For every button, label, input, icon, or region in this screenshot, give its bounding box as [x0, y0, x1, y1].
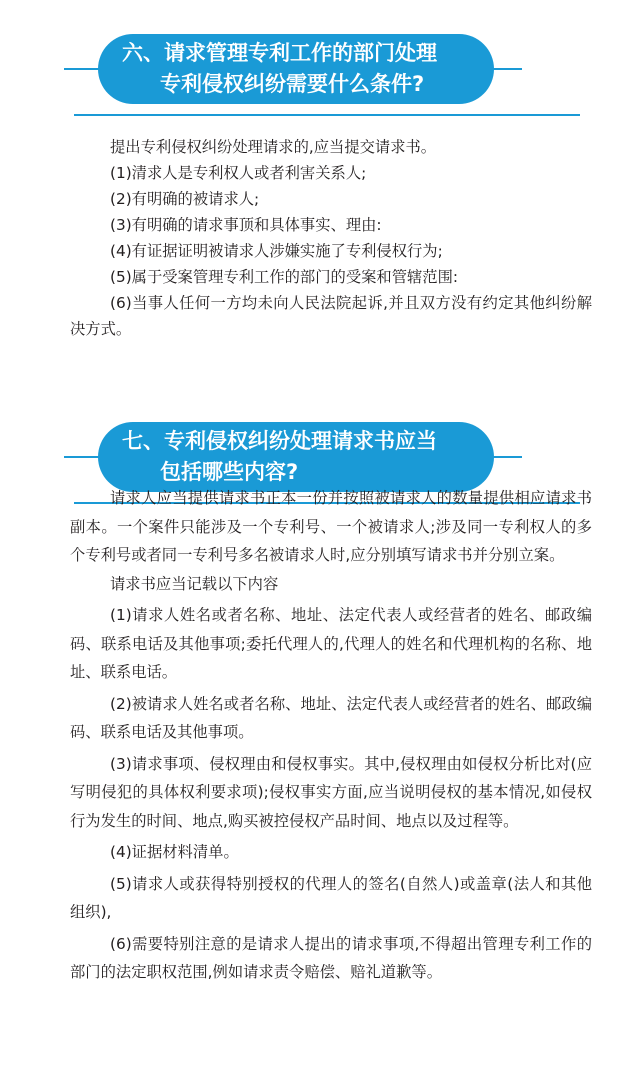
list-item: (1)清求人是专利权人或者利害关系人;: [110, 164, 367, 182]
paragraph: 请求书应当记载以下内容: [110, 574, 279, 593]
list-item: (4)有证据证明被请求人涉嫌实施了专利侵权行为;: [110, 242, 443, 260]
paragraph: 提出专利侵权纠纷处理请求的,应当提交请求书。: [110, 138, 437, 156]
list-item: (6)当事人任何一方均未向人民法院起诉,并且双方没有约定其他纠纷解决方式。: [70, 294, 592, 338]
list-item: (3)请求事项、侵权理由和侵权事实。其中,侵权理由如侵权分析比对(应写明侵犯的具体权利要求项);侵权事实方面,应当说明侵权的基本情况,如侵权行为发生的时间、地点,购买被控侵权产品时间、地点以及过程等。: [70, 754, 592, 830]
list-item: (3)有明确的请求事顶和具体事实、理由:: [110, 216, 382, 234]
list-item: (1)请求人姓名或者名称、地址、法定代表人或经营者的姓名、邮政编码、联系电话及其他事项;委托代理人的,代理人的姓名和代理机构的名称、地址、联系电话。: [70, 606, 592, 681]
section-6-title-line2: 专利侵权纠纷需要什么条件?: [160, 72, 425, 96]
list-item: (2)被请求人姓名或者名称、地址、法定代表人或经营者的姓名、邮政编码、联系电话及其他事项。: [70, 694, 592, 741]
section-6-title-line1: 六、请求管理专利工作的部门处理: [122, 41, 437, 65]
section-7-title-banner: [98, 422, 494, 492]
list-item: (5)属于受案管理专利工作的部门的受案和管辖范围:: [110, 268, 459, 286]
section-7-title-line1: 七、专利侵权纠纷处理请求书应当: [122, 429, 437, 453]
list-item: (4)证据材料清单。: [110, 843, 239, 861]
section-6-body: [70, 134, 592, 342]
section-7-body: [70, 484, 592, 987]
list-item: (6)需要特别注意的是请求人提出的请求事项,不得超出管理专利工作的部门的法定职权范围,例如请求责令赔偿、赔礼道歉等。: [70, 934, 592, 981]
list-item: (2)有明确的被请求人;: [110, 190, 260, 208]
section-6-header: [0, 0, 640, 116]
section-6-title-banner: [98, 34, 494, 104]
paragraph: 请求人应当提供请求书正本一份并按照被请求人的数量提供相应请求书副本。一个案件只能涉及一个专利号、一个被请求人;涉及同一专利权人的多个专利号或者同一专利号多名被请求人时,应分别填写请求书并分别立案。: [70, 489, 592, 564]
section-7: [0, 388, 640, 981]
section-7-title-line2: 包括哪些内容?: [160, 460, 299, 484]
section-6: [0, 0, 640, 338]
list-item: (5)请求人或获得特别授权的代理人的签名(自然人)或盖章(法人和其他组织),: [70, 874, 592, 921]
section-6-divider: [74, 114, 580, 116]
